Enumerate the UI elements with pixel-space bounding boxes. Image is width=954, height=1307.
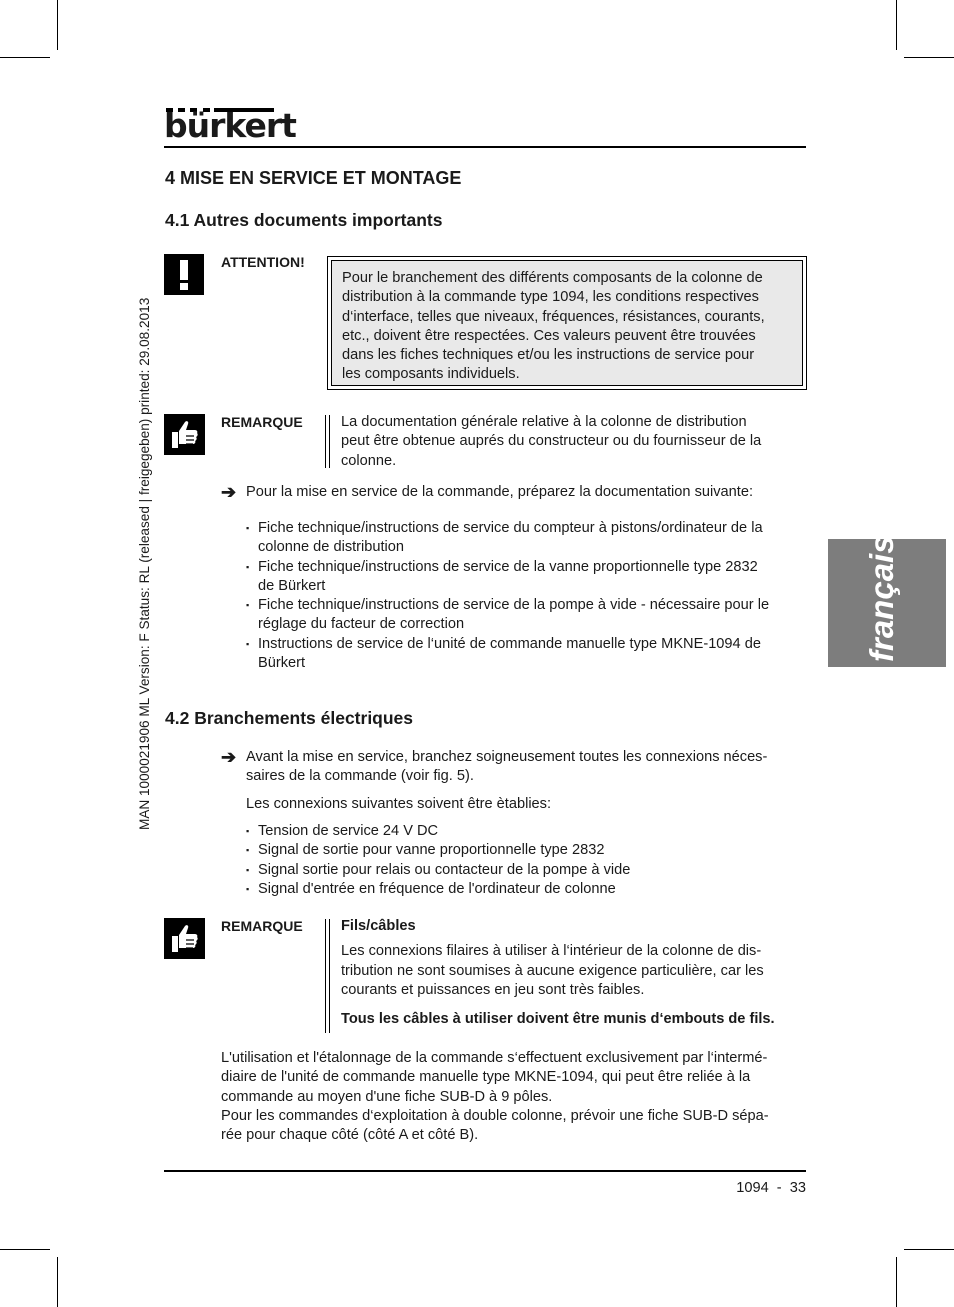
crop-mark bbox=[896, 1257, 897, 1307]
exclamation-icon bbox=[164, 254, 204, 295]
list-item: ▪ Fiche technique/instructions de service de la pompe à vide - nécessaire pour le réglage du facteur de correction bbox=[246, 596, 806, 635]
header-rule bbox=[164, 146, 806, 148]
page-number: 1094 - 33 bbox=[736, 1180, 806, 1196]
connection-list bbox=[246, 822, 806, 899]
note-divider bbox=[325, 919, 330, 1033]
thumb-up-hand-icon bbox=[164, 414, 205, 455]
list-item: ▪ Fiche technique/instructions de service de la vanne proportionnelle type 2832 de Bürkert bbox=[246, 558, 806, 597]
note-line: peut être obtenue auprés du constructeur ou du fournisseur de la bbox=[341, 433, 762, 450]
crop-mark bbox=[904, 1249, 954, 1250]
note-line: tribution ne sont soumises à aucune exigence particulière, car les bbox=[341, 962, 764, 979]
arrow-right-icon: ➔ bbox=[221, 747, 237, 767]
logo-text: bürkert bbox=[164, 106, 296, 145]
document-list bbox=[246, 519, 806, 673]
step-text: Avant la mise en service, branchez soigneusement toutes les connexions néces- saires de la commande (voir fig. 5). bbox=[246, 749, 768, 785]
note-emphasis: Tous les câbles à utiliser doivent être munis d‘embouts de fils. bbox=[341, 1011, 775, 1028]
crop-mark bbox=[57, 0, 58, 50]
attention-line: d‘interface, telles que niveaux, fréquences, résistances, courants, bbox=[342, 308, 765, 325]
attention-line: etc., doivent être respectées. Ces valeurs peuvent être trouvées bbox=[342, 327, 756, 344]
attention-label: ATTENTION! bbox=[221, 254, 305, 270]
list-item: ▪ Signal de sortie pour vanne proportionnelle type 2832 bbox=[246, 841, 806, 860]
list-item: ▪ Signal d'entrée en fréquence de l'ordinateur de colonne bbox=[246, 880, 806, 899]
crop-mark bbox=[57, 1257, 58, 1307]
note-content bbox=[341, 917, 806, 1029]
crop-mark bbox=[896, 0, 897, 50]
attention-line: distribution à la commande type 1094, les conditions respectives bbox=[342, 289, 759, 306]
footer-rule bbox=[164, 1170, 806, 1172]
document-meta: MAN 1000021906 ML Version: F Status: RL (released | freigegeben) printed: 29.08.2013 bbox=[137, 297, 152, 830]
list-item: ▪ Instructions de service de l‘unité de commande manuelle type MKNE-1094 de Bürkert bbox=[246, 635, 806, 674]
thumb-up-hand-icon bbox=[164, 918, 205, 959]
note-title: Fils/câbles bbox=[341, 918, 416, 934]
note-line: La documentation générale relative à la colonne de distribution bbox=[341, 414, 747, 430]
note-line: Les connexions filaires à utiliser à l‘intérieur de la colonne de dis- bbox=[341, 943, 762, 960]
note-text bbox=[341, 413, 761, 471]
crop-mark bbox=[0, 57, 50, 58]
note-line: courants et puissances en jeu sont très faibles. bbox=[341, 981, 645, 998]
note-label: REMARQUE bbox=[221, 918, 303, 934]
subsection-title: 4.2 Branchements électriques bbox=[165, 708, 414, 728]
attention-line: Pour le branchement des différents composants de la colonne de bbox=[342, 270, 763, 286]
note-label: REMARQUE bbox=[221, 414, 303, 430]
body-paragraph: L'utilisation et l'étalonnage de la commande s‘effectuent exclusivement par l‘intermé- diaire de l'unité de commande manuelle type MKNE-1094, qui peut être reliée à la commande au moyen d'une fiche SUB-D à 9 pôles. Pour les commandes d‘exploitation à double colonne, prévoir une fiche SUB-D sépa- rée pour chaque côté (côté A et côté B). bbox=[221, 1050, 769, 1144]
attention-box-inner bbox=[331, 260, 803, 386]
crop-mark bbox=[904, 57, 954, 58]
list-item: ▪ Signal sortie pour relais ou contacteur de la pompe à vide bbox=[246, 861, 806, 880]
attention-box bbox=[327, 256, 807, 390]
list-item: ▪ Tension de service 24 V DC bbox=[246, 822, 806, 841]
section-title: 4 MISE EN SERVICE ET MONTAGE bbox=[165, 168, 462, 188]
intro-text: Les connexions suivantes soivent être ètablies: bbox=[246, 796, 552, 812]
attention-line: dans les fiches techniques et/ou les instructions de service pour bbox=[342, 347, 755, 364]
subsection-title: 4.1 Autres documents importants bbox=[165, 210, 443, 230]
list-item: ▪ Fiche technique/instructions de service du compteur à pistons/ordinateur de la colonne de distribution bbox=[246, 519, 806, 558]
arrow-right-icon: ➔ bbox=[221, 482, 237, 502]
note-line: colonne. bbox=[341, 452, 397, 469]
language-tab-label: français bbox=[863, 535, 900, 662]
step-text: Pour la mise en service de la commande, préparez la documentation suivante: bbox=[246, 484, 753, 500]
crop-mark bbox=[0, 1249, 50, 1250]
note-divider bbox=[325, 415, 330, 468]
attention-line: les composants individuels. bbox=[342, 366, 520, 383]
